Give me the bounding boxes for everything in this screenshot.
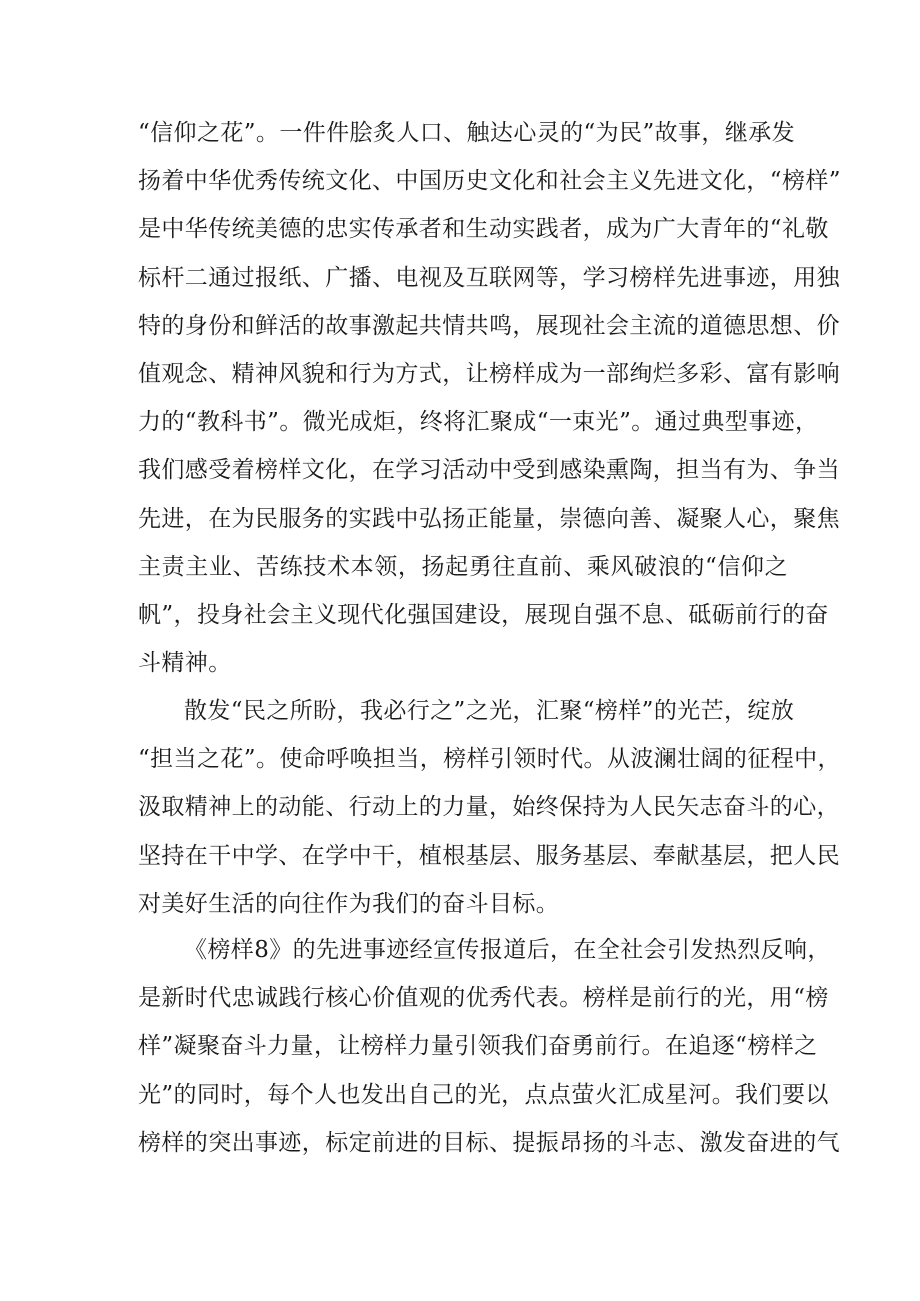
paragraph-2 <box>138 687 841 928</box>
paragraph-line: 榜样的突出事迹，标定前进的目标、提振昂扬的斗志、激发奋进的气 <box>138 1129 840 1156</box>
paragraph-line: 是新时代忠诚践行核心价值观的优秀代表。榜样是前行的光，用“榜 <box>138 985 829 1012</box>
paragraph-line: 汲取精神上的动能、行动上的力量，始终保持为人民矢志奋斗的心， <box>138 794 840 821</box>
paragraph-line: 力的“教科书”。微光成炬，终将汇聚成“一束光”。通过典型事迹， <box>138 409 819 436</box>
paragraph-3 <box>138 926 840 1167</box>
paragraph-line: 光”的同时，每个人也发出自己的光，点点萤火汇成星河。我们要以 <box>138 1081 829 1108</box>
paragraph-1 <box>138 109 841 687</box>
paragraph-line: 标杆二通过报纸、广播、电视及互联网等，学习榜样先进事迹，用独 <box>138 264 840 291</box>
paragraph-line: 坚持在干中学、在学中干，植根基层、服务基层、奉献基层，把人民 <box>138 842 840 869</box>
paragraph-line: 我们感受着榜样文化，在学习活动中受到感染熏陶，担当有为、争当 <box>138 457 840 484</box>
paragraph-line: 主责主业、苦练技术本领，扬起勇往直前、乘风破浪的“信仰之 <box>138 553 788 580</box>
paragraph-line: 《榜样8》的先进事迹经宣传报道后，在全社会引发热烈反响， <box>184 937 831 963</box>
paragraph-line: 散发“民之所盼，我必行之”之光，汇聚“榜样”的光芒，绽放 <box>184 698 795 724</box>
paragraph-line: 扬着中华优秀传统文化、中国历史文化和社会主义先进文化，“榜样” <box>138 168 841 195</box>
paragraph-line: 是中华传统美德的忠实传承者和生动实践者，成为广大青年的“礼敬 <box>138 216 829 243</box>
paragraph-line: “担当之花”。使命呼唤担当，榜样引领时代。从波澜壮阔的征程中， <box>138 746 841 773</box>
paragraph-line: 斗精神。 <box>138 650 232 677</box>
paragraph-line: 特的身份和鲜活的故事激起共情共鸣，展现社会主流的道德思想、价 <box>138 312 840 339</box>
paragraph-line: 帆”，投身社会主义现代化强国建设，展现自强不息、砥砺前行的奋 <box>138 602 829 629</box>
paragraph-line: 对美好生活的向往作为我们的奋斗目标。 <box>138 890 560 917</box>
paragraph-line: “信仰之花”。一件件脍炙人口、触达心灵的“为民”故事，继承发 <box>138 120 796 146</box>
paragraph-line: 样”凝聚奋斗力量，让榜样力量引领我们奋勇前行。在追逐“榜样之 <box>138 1033 818 1060</box>
paragraph-line: 值观念、精神风貌和行为方式，让榜样成为一部绚烂多彩、富有影响 <box>138 361 840 388</box>
paragraph-line: 先进，在为民服务的实践中弘扬正能量，崇德向善、凝聚人心，聚焦 <box>138 505 840 532</box>
